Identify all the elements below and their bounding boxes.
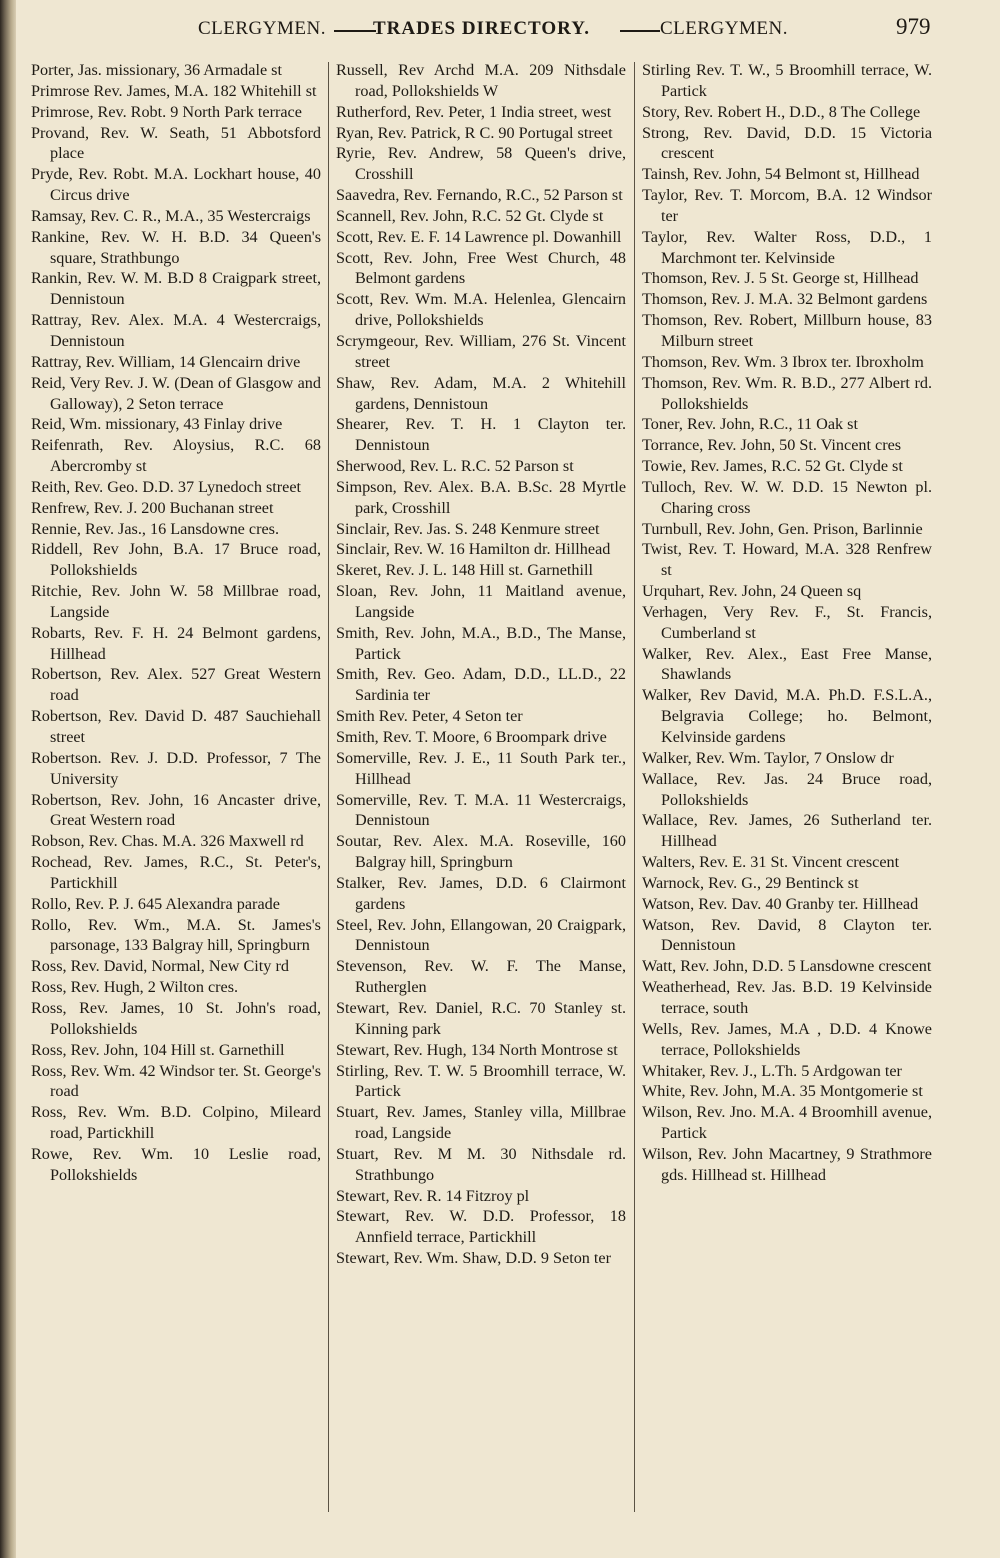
header-right: CLERGYMEN.	[660, 18, 788, 39]
directory-entry: Scott, Rev. E. F. 14 Lawrence pl. Dowanhill	[336, 227, 622, 246]
directory-entry: Smith Rev. Peter, 4 Seton ter	[336, 707, 523, 726]
directory-entry: Somerville, Rev. J. E., 11 South Park ter., Hillhead	[336, 748, 626, 788]
directory-entry: Thomson, Rev. Wm. R. B.D., 277 Albert rd. Pollokshields	[642, 373, 932, 413]
directory-entry: Robertson, Rev. John, 16 Ancaster drive, Great Western road	[31, 790, 321, 830]
directory-entry: Riddell, Rev John, B.A. 17 Bruce road, Pollokshields	[31, 540, 321, 580]
directory-entry: Ritchie, Rev. John W. 58 Millbrae road, Langside	[31, 582, 321, 621]
directory-entry: Stuart, Rev. James, Stanley villa, Millbrae road, Langside	[336, 1103, 626, 1143]
directory-entry: Stirling Rev. T. W., 5 Broomhill terrace, W. Partick	[642, 61, 932, 100]
directory-entry: Stewart, Rev. R. 14 Fitzroy pl	[336, 1186, 530, 1205]
directory-entry: Ryan, Rev. Patrick, R C. 90 Portugal street	[336, 123, 613, 142]
column-1	[31, 60, 321, 1186]
directory-entry: Tainsh, Rev. John, 54 Belmont st, Hillhead	[642, 165, 920, 184]
directory-entry: Ross, Rev. Wm. 42 Windsor ter. St. George's road	[31, 1061, 321, 1101]
directory-entry: Walker, Rev. Wm. Taylor, 7 Onslow dr	[642, 748, 894, 767]
directory-entry: Toner, Rev. John, R.C., 11 Oak st	[642, 415, 858, 434]
directory-entry: Thomson, Rev. Wm. 3 Ibrox ter. Ibroxholm	[642, 352, 924, 371]
directory-entry: Ross, Rev. David, Normal, New City rd	[31, 957, 289, 976]
directory-entry: Stewart, Rev. Daniel, R.C. 70 Stanley st. Kinning park	[336, 998, 626, 1038]
directory-entry: Verhagen, Very Rev. F., St. Francis, Cumberland st	[642, 602, 932, 642]
directory-entry: Somerville, Rev. T. M.A. 11 Westercraigs, Dennistoun	[336, 790, 626, 830]
directory-entry: Wilson, Rev. John Macartney, 9 Strathmore gds. Hillhead st. Hillhead	[642, 1144, 932, 1184]
directory-entry: Rattray, Rev. William, 14 Glencairn drive	[31, 352, 301, 371]
directory-entry: Skeret, Rev. J. L. 148 Hill st. Garnethill	[336, 561, 594, 580]
directory-entry: Steel, Rev. John, Ellangowan, 20 Craigpark, Dennistoun	[336, 915, 626, 955]
directory-entry: Rankine, Rev. W. H. B.D. 34 Queen's square, Strathbungo	[31, 227, 321, 267]
directory-entry: Thomson, Rev. J. 5 St. George st, Hillhead	[642, 269, 919, 288]
column-2	[336, 60, 626, 1269]
directory-entry: Towie, Rev. James, R.C. 52 Gt. Clyde st	[642, 457, 903, 476]
directory-entry: Smith, Rev. T. Moore, 6 Broompark drive	[336, 728, 607, 746]
directory-entry: Renfrew, Rev. J. 200 Buchanan street	[31, 498, 274, 517]
directory-entry: Wilson, Rev. Jno. M.A. 4 Broomhill avenue, Partick	[642, 1103, 932, 1143]
directory-entry: Rollo, Rev. P. J. 645 Alexandra parade	[31, 894, 280, 913]
directory-entry: Wallace, Rev. James, 26 Sutherland ter. Hillhead	[642, 811, 932, 851]
directory-entry: Warnock, Rev. G., 29 Bentinck st	[642, 873, 859, 892]
directory-entry: Russell, Rev Archd M.A. 209 Nithsdale road, Pollokshields W	[336, 61, 626, 100]
directory-entry: Primrose Rev. James, M.A. 182 Whitehill st	[31, 81, 317, 100]
column-3	[642, 60, 932, 1186]
directory-entry: Pryde, Rev. Robt. M.A. Lockhart house, 40 Circus drive	[31, 165, 321, 205]
directory-entry: Reid, Wm. missionary, 43 Finlay drive	[31, 415, 283, 434]
directory-entry: Taylor, Rev. Walter Ross, D.D., 1 Marchmont ter. Kelvinside	[642, 227, 932, 267]
directory-entry: Rollo, Rev. Wm., M.A. St. James's parsonage, 133 Balgray hill, Springburn	[31, 915, 321, 955]
directory-entry: Taylor, Rev. T. Morcom, B.A. 12 Windsor ter	[642, 186, 932, 225]
directory-entry: Walker, Rev David, M.A. Ph.D. F.S.L.A., Belgravia College; ho. Belmont, Kelvinside gardens	[642, 686, 932, 746]
header-title: TRADES DIRECTORY.	[373, 18, 590, 39]
directory-entry: Robson, Rev. Chas. M.A. 326 Maxwell rd	[31, 832, 304, 851]
directory-entry: Twist, Rev. T. Howard, M.A. 328 Renfrew st	[642, 540, 932, 580]
directory-entry: Rutherford, Rev. Peter, 1 India street, west	[336, 102, 612, 121]
directory-entry: Ross, Rev. John, 104 Hill st. Garnethill	[31, 1040, 285, 1059]
directory-entry: Watt, Rev. John, D.D. 5 Lansdowne crescent	[642, 957, 932, 976]
directory-page	[16, 0, 1000, 1558]
directory-entry: Wells, Rev. James, M.A , D.D. 4 Knowe terrace, Pollokshields	[642, 1019, 932, 1059]
directory-entry: Shearer, Rev. T. H. 1 Clayton ter. Dennistoun	[336, 415, 626, 455]
directory-entry: Urquhart, Rev. John, 24 Queen sq	[642, 582, 862, 601]
running-header	[16, 12, 1000, 54]
directory-entry: Stewart, Rev. Wm. Shaw, D.D. 9 Seton ter	[336, 1249, 611, 1268]
directory-entry: Whitaker, Rev. J., L.Th. 5 Ardgowan ter	[642, 1061, 902, 1080]
directory-entry: Rochead, Rev. James, R.C., St. Peter's, Partickhill	[31, 853, 321, 892]
directory-entry: Walters, Rev. E. 31 St. Vincent crescent	[642, 853, 900, 872]
directory-entry: Story, Rev. Robert H., D.D., 8 The College	[642, 102, 921, 121]
directory-entry: Stewart, Rev. Hugh, 134 North Montrose st	[336, 1040, 618, 1059]
column-divider	[634, 62, 635, 1512]
directory-entry: Strong, Rev. David, D.D. 15 Victoria crescent	[642, 123, 932, 163]
directory-entry: Rattray, Rev. Alex. M.A. 4 Westercraigs, Dennistoun	[31, 311, 321, 350]
directory-entry: Rankin, Rev. W. M. B.D 8 Craigpark street, Dennistoun	[31, 269, 321, 309]
directory-entry: Wallace, Rev. Jas. 24 Bruce road, Pollokshields	[642, 769, 932, 809]
directory-entry: Sinclair, Rev. W. 16 Hamilton dr. Hillhead	[336, 540, 611, 559]
directory-entry: Sinclair, Rev. Jas. S. 248 Kenmure street	[336, 519, 600, 538]
column-divider	[328, 62, 329, 1512]
directory-entry: Scott, Rev. Wm. M.A. Helenlea, Glencairn drive, Pollokshields	[336, 290, 626, 330]
page-number: 979	[896, 14, 931, 39]
directory-entry: Ross, Rev. Wm. B.D. Colpino, Mileard road, Partickhill	[31, 1103, 321, 1143]
directory-entry: Thomson, Rev. J. M.A. 32 Belmont gardens	[642, 290, 928, 309]
directory-entry: Ross, Rev. Hugh, 2 Wilton cres.	[31, 978, 239, 997]
directory-entry: Robertson, Rev. David D. 487 Sauchiehall street	[31, 707, 321, 746]
directory-entry: Weatherhead, Rev. Jas. B.D. 19 Kelvinside terrace, south	[642, 978, 932, 1017]
directory-entry: Shaw, Rev. Adam, M.A. 2 Whitehill gardens, Dennistoun	[336, 373, 626, 413]
directory-entry: Walker, Rev. Alex., East Free Manse, Shawlands	[642, 644, 932, 684]
directory-entry: Robertson. Rev. J. D.D. Professor, 7 The University	[31, 748, 321, 788]
directory-entry: Scrymgeour, Rev. William, 276 St. Vincent street	[336, 331, 626, 371]
directory-entry: Simpson, Rev. Alex. B.A. B.Sc. 28 Myrtle park, Crosshill	[336, 477, 626, 517]
directory-entry: Ramsay, Rev. C. R., M.A., 35 Westercraigs	[31, 206, 311, 225]
directory-entry: Robertson, Rev. Alex. 527 Great Western road	[31, 665, 321, 705]
directory-entry: Smith, Rev. John, M.A., B.D., The Manse, Partick	[336, 623, 626, 663]
directory-entry: Reith, Rev. Geo. D.D. 37 Lynedoch street	[31, 477, 302, 496]
directory-entry: Torrance, Rev. John, 50 St. Vincent cres	[642, 436, 902, 455]
directory-entry: White, Rev. John, M.A. 35 Montgomerie st	[642, 1082, 923, 1101]
page-binding-edge	[0, 0, 16, 1558]
directory-entry: Smith, Rev. Geo. Adam, D.D., LL.D., 22 Sardinia ter	[336, 665, 626, 705]
directory-entry: Stirling, Rev. T. W. 5 Broomhill terrace, W. Partick	[336, 1061, 626, 1101]
directory-entry: Turnbull, Rev. John, Gen. Prison, Barlinnie	[642, 519, 923, 538]
directory-entry: Reifenrath, Rev. Aloysius, R.C. 68 Abercromby st	[31, 436, 321, 476]
directory-entry: Primrose, Rev. Robt. 9 North Park terrace	[31, 102, 302, 121]
directory-entry: Ross, Rev. James, 10 St. John's road, Pollokshields	[31, 998, 321, 1038]
directory-entry: Robarts, Rev. F. H. 24 Belmont gardens, Hillhead	[31, 623, 321, 663]
directory-entry: Scannell, Rev. John, R.C. 52 Gt. Clyde st	[336, 206, 604, 225]
directory-entry: Stuart, Rev. M M. 30 Nithsdale rd. Strathbungo	[336, 1144, 626, 1184]
header-left: CLERGYMEN.	[198, 18, 326, 39]
directory-entry: Provand, Rev. W. Seath, 51 Abbotsford place	[31, 123, 321, 163]
directory-entry: Rowe, Rev. Wm. 10 Leslie road, Pollokshields	[31, 1144, 321, 1184]
directory-entry: Tulloch, Rev. W. W. D.D. 15 Newton pl. Charing cross	[642, 477, 932, 517]
directory-entry: Soutar, Rev. Alex. M.A. Roseville, 160 Balgray hill, Springburn	[336, 832, 626, 872]
directory-entry: Watson, Rev. Dav. 40 Granby ter. Hillhead	[642, 894, 919, 913]
directory-entry: Porter, Jas. missionary, 36 Armadale st	[31, 61, 282, 79]
directory-entry: Watson, Rev. David, 8 Clayton ter. Dennistoun	[642, 915, 932, 955]
directory-entry: Scott, Rev. John, Free West Church, 48 Belmont gardens	[336, 248, 626, 288]
directory-entry: Stewart, Rev. W. D.D. Professor, 18 Annfield terrace, Partickhill	[336, 1207, 626, 1247]
directory-entry: Stalker, Rev. James, D.D. 6 Clairmont gardens	[336, 873, 626, 913]
directory-entry: Rennie, Rev. Jas., 16 Lansdowne cres.	[31, 519, 279, 538]
directory-entry: Saavedra, Rev. Fernando, R.C., 52 Parson st	[336, 186, 623, 205]
header-rule-left	[334, 30, 376, 32]
directory-entry: Ryrie, Rev. Andrew, 58 Queen's drive, Crosshill	[336, 144, 626, 184]
directory-entry: Thomson, Rev. Robert, Millburn house, 83 Milburn street	[642, 311, 932, 350]
directory-entry: Stevenson, Rev. W. F. The Manse, Rutherglen	[336, 957, 626, 997]
header-rule-right	[620, 30, 660, 32]
directory-entry: Sloan, Rev. John, 11 Maitland avenue, Langside	[336, 582, 626, 621]
directory-entry: Sherwood, Rev. L. R.C. 52 Parson st	[336, 457, 574, 476]
directory-entry: Reid, Very Rev. J. W. (Dean of Glasgow and Galloway), 2 Seton terrace	[31, 373, 321, 413]
